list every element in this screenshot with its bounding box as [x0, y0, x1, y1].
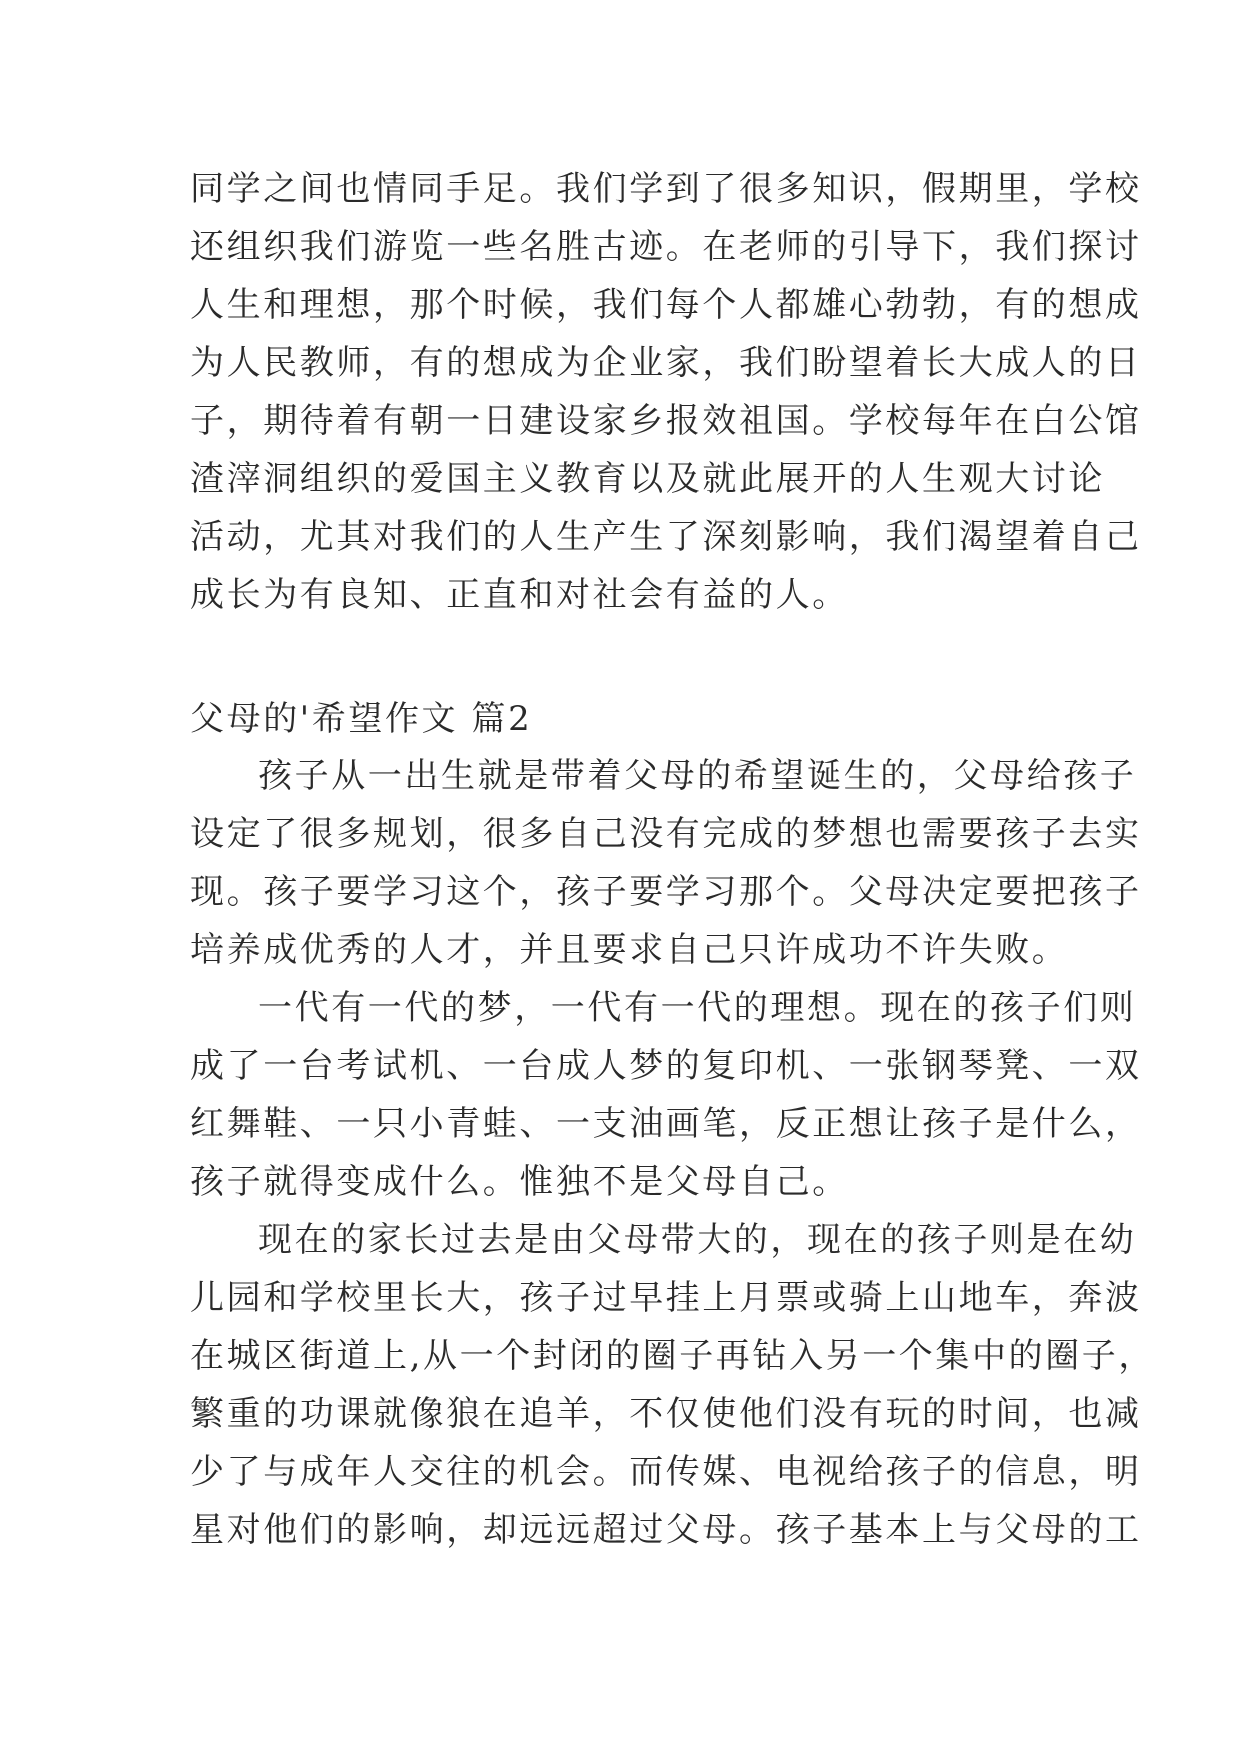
text-line: 培养成优秀的人才，并且要求自己只许成功不许失败。 [190, 930, 1069, 970]
text-line: 孩子就得变成什么。惟独不是父母自己。 [190, 1162, 849, 1202]
text-line: 儿园和学校里长大，孩子过早挂上月票或骑上山地车，奔波 [190, 1278, 1142, 1318]
text-line: 同学之间也情同手足。我们学到了很多知识，假期里，学校 [190, 169, 1142, 209]
text-line: 渣滓洞组织的爱国主义教育以及就此展开的人生观大讨论 [190, 459, 1105, 499]
paragraph-first-line: 现在的家长过去是由父母带大的，现在的孩子则是在幼 [258, 1220, 1137, 1260]
paragraph-continued [190, 160, 1142, 624]
text-line: 星对他们的影响，却远远超过父母。孩子基本上与父母的工 [190, 1510, 1142, 1550]
section-heading [190, 690, 1070, 748]
paragraph-first-line: 孩子从一出生就是带着父母的希望诞生的，父母给孩子 [258, 756, 1137, 796]
section-body [190, 747, 1156, 1559]
text-line: 繁重的功课就像狼在追羊，不仅使他们没有玩的时间，也减 [190, 1394, 1142, 1434]
text-line: 人生和理想，那个时候，我们每个人都雄心勃勃，有的想成 [190, 285, 1142, 325]
text-line: 少了与成年人交往的机会。而传媒、电视给孩子的信息，明 [190, 1452, 1142, 1492]
text-line: 成了一台考试机、一台成人梦的复印机、一张钢琴凳、一双 [190, 1046, 1142, 1086]
paragraph-first-line: 一代有一代的梦，一代有一代的理想。现在的孩子们则 [258, 988, 1137, 1028]
text-line: 现。孩子要学习这个，孩子要学习那个。父母决定要把孩子 [190, 872, 1142, 912]
section-heading-text: 父母的'希望作文 篇2 [190, 699, 533, 739]
text-line: 成长为有良知、正直和对社会有益的人。 [190, 575, 849, 615]
text-line: 设定了很多规划，很多自己没有完成的梦想也需要孩子去实 [190, 814, 1142, 854]
text-line: 活动，尤其对我们的人生产生了深刻影响，我们渴望着自己 [190, 517, 1142, 557]
text-line: 在城区街道上,从一个封闭的圈子再钻入另一个集中的圈子， [190, 1336, 1156, 1376]
text-line: 红舞鞋、一只小青蛙、一支油画笔，反正想让孩子是什么， [190, 1104, 1142, 1144]
text-line: 还组织我们游览一些名胜古迹。在老师的引导下，我们探讨 [190, 227, 1142, 267]
text-line: 为人民教师，有的想成为企业家，我们盼望着长大成人的日 [190, 343, 1142, 383]
text-line: 子，期待着有朝一日建设家乡报效祖国。学校每年在白公馆 [190, 401, 1142, 441]
